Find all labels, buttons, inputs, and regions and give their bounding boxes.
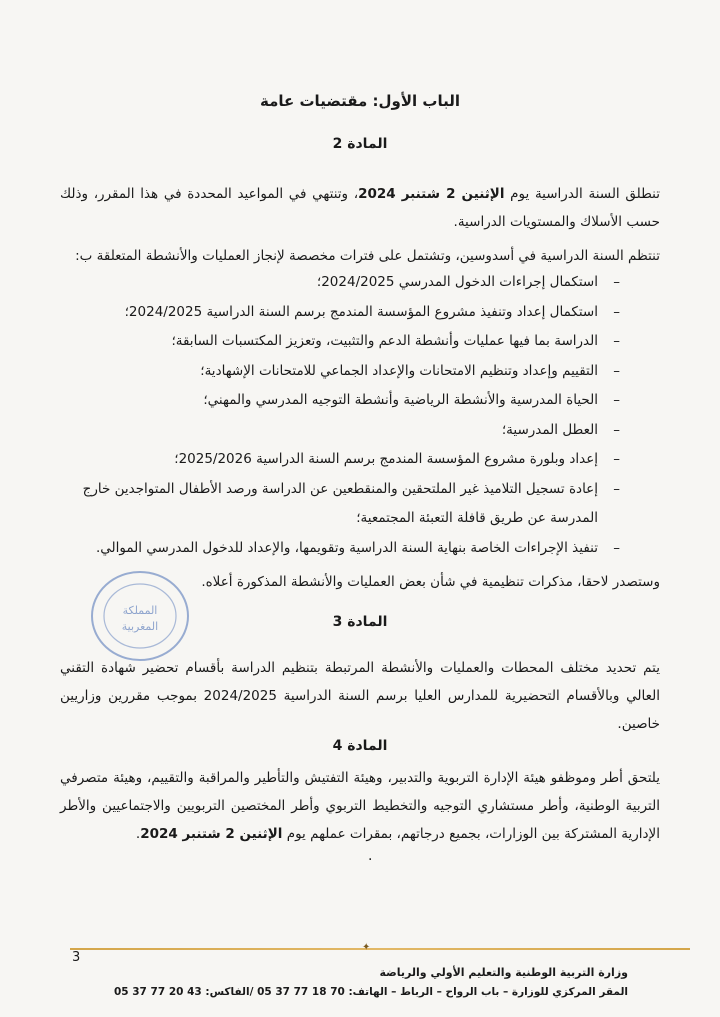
article-2-closing: وستصدر لاحقا، مذكرات تنظيمية في شأن بعض العمليات والأنشطة المذكورة أعلاه. (201, 574, 660, 590)
article-3-title: المادة 3 (332, 614, 388, 630)
article-2-text-a: تنطلق السنة الدراسية يوم (504, 186, 660, 202)
list-item: – العطل المدرسية؛ (60, 416, 620, 446)
article-4-text-c: . (135, 826, 141, 842)
article-2-text-c: ، وتنتهي في المواعيد المحددة في هذا المقرر، وذلك حسب الأسلاك والمستويات الدراسية. (60, 186, 660, 230)
list-item: – تنفيذ الإجراءات الخاصة بنهاية السنة الدراسية وتقويمها، والإعداد للدخول المدرسي الموالي. (60, 534, 620, 564)
activities-list (60, 268, 620, 563)
article-2-title: المادة 2 (332, 136, 388, 152)
list-item: – إعداد وبلورة مشروع المؤسسة المندمج برسم السنة الدراسية 2025/2026؛ (60, 445, 620, 475)
footer-divider (70, 948, 690, 950)
stamp-text-1: المملكة (122, 604, 158, 617)
chapter-heading: الباب الأول: مقتضيات عامة (260, 92, 460, 110)
list-item: – استكمال إعداد وتنفيذ مشروع المؤسسة المندمج برسم السنة الدراسية 2024/2025؛ (60, 298, 620, 328)
footer-address: المقر المركزي للوزارة – باب الرواح – الرباط – الهاتف: 70 18 77 37 05 /الفاكس: 43 20 77 37 05 (113, 986, 628, 998)
article-4-title: المادة 4 (332, 738, 388, 754)
page-number: 3 (72, 950, 81, 965)
article-2-paragraph-1 (60, 180, 660, 236)
stray-dot: . (368, 848, 373, 864)
staff-return-date: الإثنين 2 شتنبر 2024 (140, 826, 283, 842)
footer-ministry: وزارة التربية الوطنية والتعليم الأولي والرياضة (379, 966, 628, 979)
article-4-text-a: يلتحق أطر وموظفو هيئة الإدارة التربوية والتدبير، وهيئة التفتيش والتأطير والمراقبة والتقييم، وهيئة متصرفي التربية الوطنية، وأطر مستشاري التوجيه والتخطيط التربوي وأطر المختصين التربويين والاجتماعيين والأطر الإدارية المشتركة بين الوزارات، بجميع درجاتهم، بمقرات عملهم يوم (60, 770, 660, 842)
article-2-paragraph-2: تنتظم السنة الدراسية في أسدوسين، وتشتمل على فترات مخصصة لإنجاز العمليات والأنشطة المتعلقة ب: (75, 248, 660, 264)
emblem-icon: ✦ (362, 942, 371, 953)
official-stamp (88, 568, 192, 664)
article-4-paragraph (60, 764, 660, 848)
start-date: الإثنين 2 شتنبر 2024 (358, 186, 505, 202)
list-item: – استكمال إجراءات الدخول المدرسي 2024/2025؛ (60, 268, 620, 298)
list-item: – إعادة تسجيل التلاميذ غير الملتحقين والمنقطعين عن الدراسة ورصد الأطفال المتواجدين خارج المدرسة عن طريق قافلة التعبئة المجتمعية؛ (60, 475, 620, 534)
stamp-text-2: المغربية (121, 620, 159, 633)
list-item: – التقييم وإعداد وتنظيم الامتحانات والإعداد الجماعي للامتحانات الإشهادية؛ (60, 357, 620, 387)
list-item: – الحياة المدرسية والأنشطة الرياضية وأنشطة التوجيه المدرسي والمهني؛ (60, 386, 620, 416)
list-item: – الدراسة بما فيها عمليات وأنشطة الدعم والتثبيت، وتعزيز المكتسبات السابقة؛ (60, 327, 620, 357)
article-3-paragraph: يتم تحديد مختلف المحطات والعمليات والأنشطة المرتبطة بتنظيم الدراسة بأقسام تحضير شهادة التقني العالي وبالأقسام التحضيرية للمدارس العليا برسم السنة الدراسية 2024/2025 بموجب مقررين وزاريين خاصين. (60, 660, 660, 732)
